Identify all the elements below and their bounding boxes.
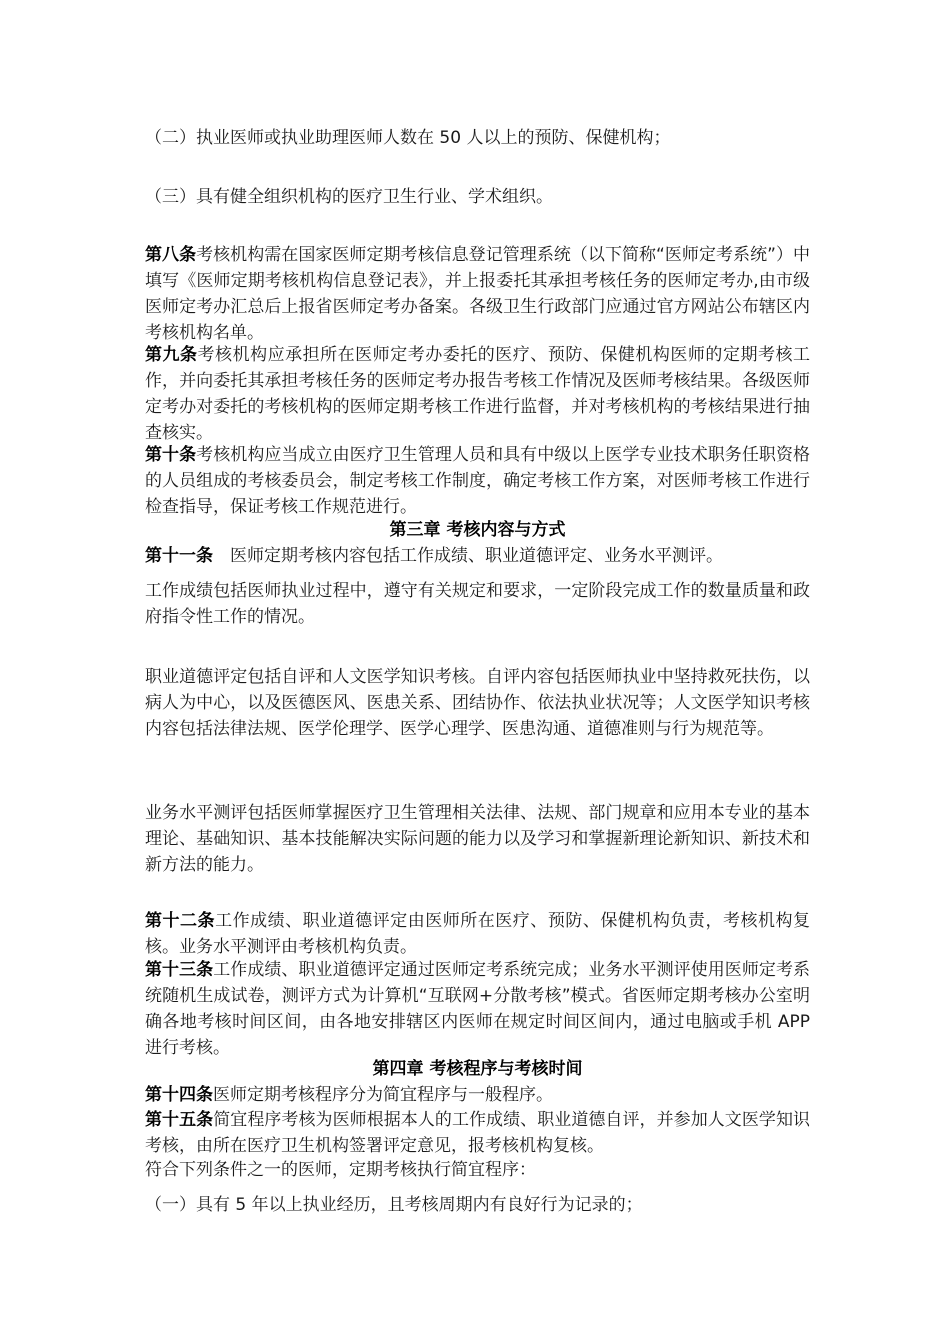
article-8-label: 第八条 [145,245,197,265]
conditions-intro: 符合下列条件之一的医师，定期考核执行简宜程序： [145,1160,536,1180]
article-15 [145,1107,810,1159]
article-11 [145,543,810,569]
article-8 [145,242,810,346]
article-15-label: 第十五条 [145,1110,214,1130]
article-14 [145,1082,810,1108]
article-14-text: 医师定期考核程序分为简宜程序与一般程序。 [213,1085,553,1105]
article-10-label: 第十条 [145,445,197,465]
item-3: （三）具有健全组织机构的医疗卫生行业、学术组织。 [145,187,553,207]
skill-paragraph: 业务水平测评包括医师掌握医疗卫生管理相关法律、法规、部门规章和应用本专业的基本理论、基础知识、基本技能解决实际问题的能力以及学习和掌握新理论新知识、新技术和新方法的能力。 [145,803,810,875]
article-11-text: 医师定期考核内容包括工作成绩、职业道德评定、业务水平测评。 [213,546,723,566]
article-8-text: 考核机构需在国家医师定期考核信息登记管理系统（以下简称“医师定考系统”）中填写《医师定期考核机构信息登记表》，并上报委托其承担考核任务的医师定考办,由市级医师定考办汇总后上报省医师定考办备案。各级卫生行政部门应通过官方网站公布辖区内考核机构名单。 [145,245,810,343]
article-12-label: 第十二条 [145,911,216,931]
article-11-label: 第十一条 [145,546,213,566]
article-13-label: 第十三条 [145,960,214,980]
article-13-text: 工作成绩、职业道德评定通过医师定考系统完成；业务水平测评使用医师定考系统随机生成试卷，测评方式为计算机“互联网+分散考核”模式。省医师定期考核办公室明确各地考核时间区间，由各地安排辖区内医师在规定时间区间内，通过电脑或手机 APP 进行考核。 [145,960,811,1058]
article-9 [145,342,810,446]
article-15-text: 简宜程序考核为医师根据本人的工作成绩、职业道德自评，并参加人文医学知识考核，由所在医疗卫生机构签署评定意见，报考核机构复核。 [145,1110,811,1156]
article-10-text: 考核机构应当成立由医疗卫生管理人员和具有中级以上医学专业技术职务任职资格的人员组成的考核委员会，制定考核工作制度，确定考核工作方案，对医师考核工作进行检查指导，保证考核工作规范进行。 [145,445,811,517]
article-10 [145,442,810,520]
article-9-label: 第九条 [145,345,198,365]
item-2: （二）执业医师或执业助理医师人数在 50 人以上的预防、保健机构； [145,128,671,148]
chapter-3-heading: 第三章 考核内容与方式 [389,520,566,540]
condition-1: （一）具有 5 年以上执业经历，且考核周期内有良好行为记录的； [145,1195,643,1215]
work-performance-paragraph: 工作成绩包括医师执业过程中，遵守有关规定和要求，一定阶段完成工作的数量质量和政府指令性工作的情况。 [145,581,810,627]
article-12-text: 工作成绩、职业道德评定由医师所在医疗、预防、保健机构负责，考核机构复核。业务水平测评由考核机构负责。 [145,911,811,957]
ethics-paragraph: 职业道德评定包括自评和人文医学知识考核。自评内容包括医师执业中坚持救死扶伤，以病人为中心，以及医德医风、医患关系、团结协作、依法执业状况等；人文医学知识考核内容包括法律法规、医学伦理学、医学心理学、医患沟通、道德准则与行为规范等。 [145,667,810,739]
chapter-4-heading: 第四章 考核程序与考核时间 [372,1059,583,1079]
article-13 [145,957,810,1061]
article-14-label: 第十四条 [145,1085,213,1105]
article-9-text: 考核机构应承担所在医师定考办委托的医疗、预防、保健机构医师的定期考核工作，并向委托其承担考核任务的医师定考办报告考核工作情况及医师考核结果。各级医师定考办对委托的考核机构的医师定期考核工作进行监督，并对考核机构的考核结果进行抽查核实。 [145,345,811,443]
article-12 [145,908,810,960]
